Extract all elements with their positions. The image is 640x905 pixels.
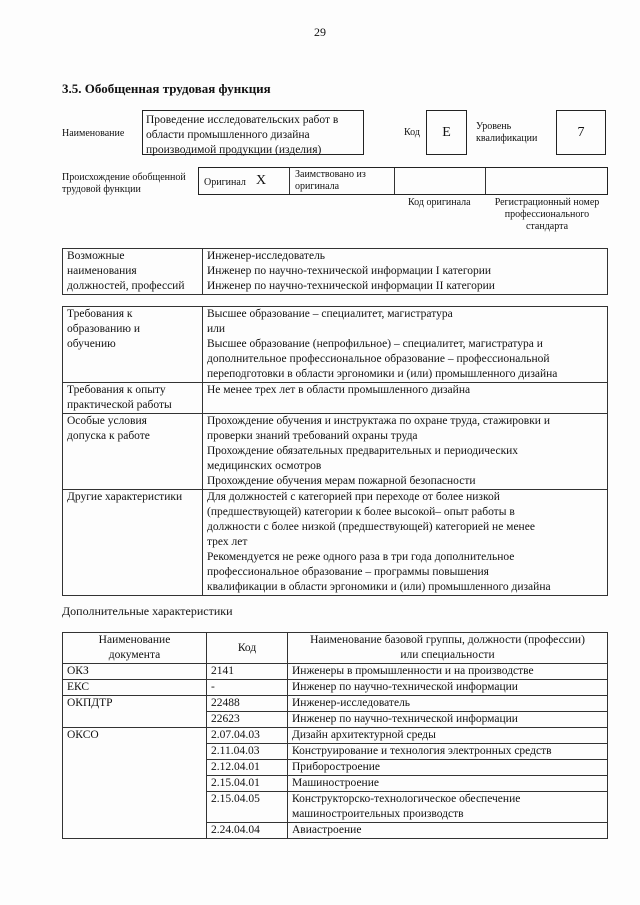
label-line: допуска к работе — [67, 430, 150, 442]
header-code — [207, 633, 288, 664]
doc-cell: ОКПДТР — [63, 696, 207, 728]
code-cell: 2.07.04.03 — [207, 728, 288, 744]
label-line: наименования — [67, 265, 137, 277]
possible-names-label — [63, 249, 203, 295]
code-cell: 2.15.04.01 — [207, 776, 288, 792]
label-line: обучению — [67, 338, 116, 350]
level-label — [476, 121, 537, 145]
code-cell: 2.15.04.05 — [207, 792, 288, 823]
table-row — [63, 728, 608, 744]
code-cell: 22488 — [207, 696, 288, 712]
requirement-value — [203, 383, 608, 414]
header-line: или специальности — [400, 649, 495, 661]
code-cell: 2.12.04.01 — [207, 760, 288, 776]
page-number: 29 — [314, 25, 326, 39]
name-cell: Инженер по научно-технической информации — [288, 680, 608, 696]
experience-row — [63, 383, 608, 414]
requirement-value — [203, 307, 608, 383]
position-name: Инженер по научно-технической информации II категории — [207, 280, 495, 292]
code-cell: 2141 — [207, 664, 288, 680]
level-label-line: квалификации — [476, 133, 538, 144]
section-title: 3.5. Обобщенная трудовая функция — [62, 81, 271, 96]
value-line: Рекомендуется не реже одного раза в три года дополнительное — [207, 551, 515, 563]
header-row — [63, 633, 608, 664]
value-line: квалификации в области эргономики и (или) промышленного дизайна — [207, 581, 551, 593]
value-line: Прохождение обучения и инструктажа по охране труда, стажировки и — [207, 415, 550, 427]
name-label: Наименование — [62, 128, 125, 139]
value-line: Прохождение обязательных предварительных и периодических — [207, 445, 519, 457]
value-line: должности с более низкой (предшествующей) категорией не менее — [207, 521, 535, 533]
name-cell: Машиностроение — [288, 776, 608, 792]
name-line: машиностроительных производств — [292, 808, 464, 820]
label-line: Другие характеристики — [67, 491, 183, 503]
reg-number-line: профессионального — [504, 209, 590, 220]
name-cell: Дизайн архитектурной среды — [288, 728, 608, 744]
label-line: Требования к — [67, 308, 133, 320]
value-line: медицинских осмотров — [207, 460, 322, 472]
borrowed-label-line: Заимствовано из — [295, 169, 366, 180]
value-line: Высшее образование – специалитет, магистратура — [207, 308, 453, 320]
reg-number-line: стандарта — [525, 221, 569, 232]
value-line: трех лет — [207, 536, 248, 548]
label-line: Возможные — [67, 250, 125, 262]
value-line: (предшествующей) категории к более высокой– опыт работы в — [207, 506, 515, 518]
table-row — [63, 696, 608, 712]
borrowed-label — [295, 169, 366, 193]
header-doc — [63, 633, 207, 664]
requirement-label — [63, 414, 203, 490]
name-cell: Приборостроение — [288, 760, 608, 776]
table-row — [63, 680, 608, 696]
doc-cell: ОКЗ — [63, 664, 207, 680]
name-cell: Авиастроение — [288, 823, 608, 839]
name-line: области промышленного дизайна — [146, 129, 310, 141]
value-line: Не менее трех лет в области промышленного дизайна — [207, 384, 471, 396]
origin-label-line: Происхождение обобщенной — [62, 172, 186, 183]
table-row — [63, 664, 608, 680]
doc-cell: ЕКС — [63, 680, 207, 696]
reg-number-label — [486, 197, 608, 233]
name-cell — [288, 792, 608, 823]
name-box — [142, 110, 364, 155]
value-line: Прохождение обучения мерам пожарной безопасности — [207, 475, 476, 487]
level-label-line: Уровень — [476, 121, 512, 132]
value-line: проверки знаний требований охраны труда — [207, 430, 418, 442]
name-line: Проведение исследовательских работ в — [146, 114, 339, 126]
requirement-label — [63, 383, 203, 414]
header-name — [288, 633, 608, 664]
requirements-table — [62, 306, 608, 596]
code-label: Код — [404, 127, 420, 138]
doc-cell: ОКСО — [63, 728, 207, 839]
code-cell: 22623 — [207, 712, 288, 728]
code-cell: - — [207, 680, 288, 696]
education-row — [63, 307, 608, 383]
original-label: Оригинал — [204, 177, 246, 188]
name-line: производимой продукции (изделия) — [146, 144, 322, 156]
level-value: 7 — [556, 110, 606, 155]
requirement-label — [63, 307, 203, 383]
name-cell: Инженер-исследователь — [288, 696, 608, 712]
value-line: профессиональное образование – программы повышения — [207, 566, 489, 578]
value-line: Высшее образование (непрофильное) – специалитет, магистратура и — [207, 338, 543, 350]
name-cell: Инженер по научно-технической информации — [288, 712, 608, 728]
possible-names-values — [203, 249, 608, 295]
position-name: Инженер по научно-технической информации I категории — [207, 265, 492, 277]
position-name: Инженер-исследователь — [207, 250, 326, 262]
label-line: Требования к опыту — [67, 384, 166, 396]
name-line: Конструкторско-технологическое обеспечение — [292, 793, 521, 805]
reg-number-line: Регистрационный номер — [494, 197, 600, 208]
code-cell: 2.24.04.04 — [207, 823, 288, 839]
other-characteristics-row — [63, 490, 608, 596]
label-line: практической работы — [67, 399, 172, 411]
original-mark: X — [256, 173, 267, 188]
origin-label-line: трудовой функции — [62, 184, 141, 195]
value-line: переподготовки в области эргономики и (или) промышленного дизайна — [207, 368, 558, 380]
borrowed-label-line: оригинала — [295, 181, 340, 192]
additional-title: Дополнительные характеристики — [62, 604, 233, 618]
label-line: должностей, профессий — [67, 280, 185, 292]
origin-label — [62, 172, 186, 196]
code-value: E — [426, 110, 467, 155]
header-line: документа — [108, 649, 161, 661]
requirement-value — [203, 490, 608, 596]
label-line: образованию и — [67, 323, 140, 335]
value-line: Для должностей с категорией при переходе от более низкой — [207, 491, 500, 503]
value-line: дополнительное профессиональное образование – профессиональной — [207, 353, 550, 365]
code-original-label: Код оригинала — [408, 197, 471, 208]
header-line: Наименование — [98, 634, 171, 646]
special-conditions-row — [63, 414, 608, 490]
name-cell: Конструирование и технология электронных средств — [288, 744, 608, 760]
label-line: Особые условия — [67, 415, 147, 427]
code-cell: 2.11.04.03 — [207, 744, 288, 760]
name-cell: Инженеры в промышленности и на производстве — [288, 664, 608, 680]
possible-names-table — [62, 248, 608, 295]
value-line: или — [207, 323, 226, 335]
header-line: Наименование базовой группы, должности (профессии) — [310, 634, 585, 646]
header-line: Код — [237, 641, 257, 654]
requirement-label — [63, 490, 203, 596]
additional-table — [62, 632, 608, 839]
requirement-value — [203, 414, 608, 490]
origin-box — [198, 167, 608, 195]
